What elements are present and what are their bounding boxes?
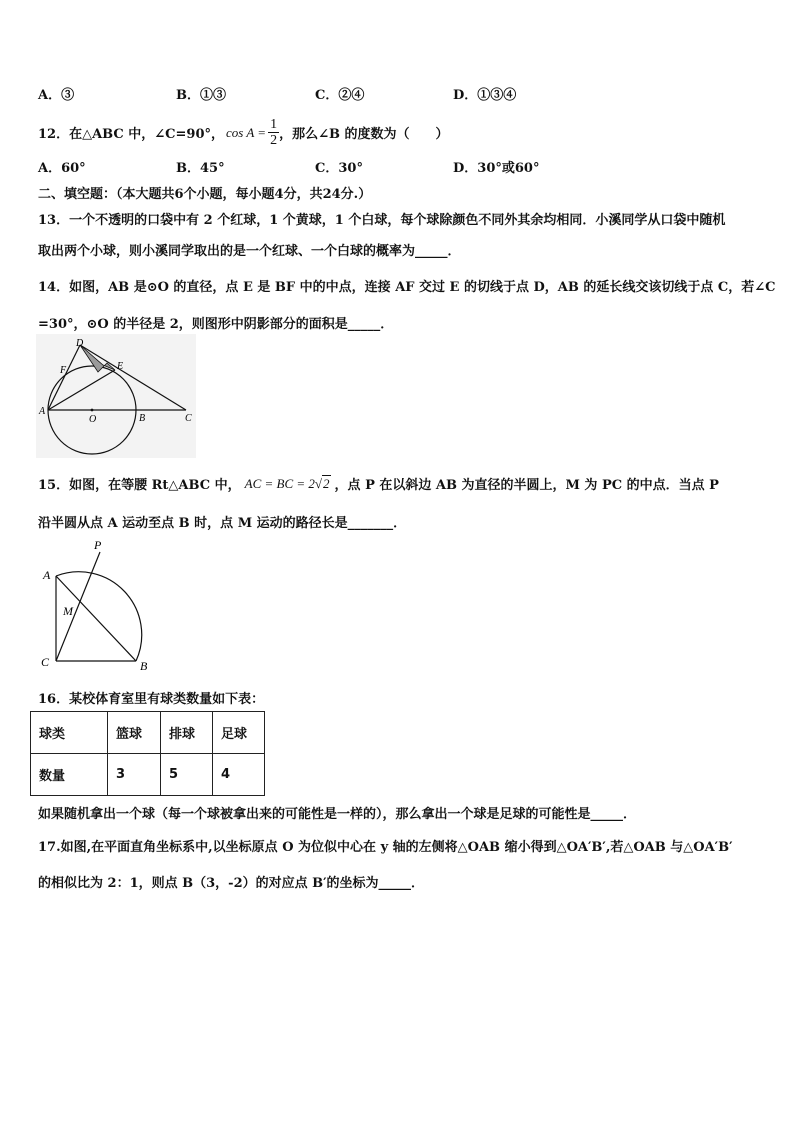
q14-label-e: E [117, 361, 124, 372]
q11-option-d: D．①③④ [453, 88, 517, 103]
q14-label-o: O [89, 414, 97, 425]
q15-label-m: M [63, 604, 73, 618]
table-cell: 篮球 [108, 712, 161, 754]
table-cell: 排球 [161, 712, 213, 754]
q14-center-dot [91, 409, 94, 412]
table-row [31, 754, 265, 796]
section-heading: 二、填空题：（本大题共6个小题，每小题4分，共24分.） [38, 187, 372, 202]
table-cell: 5 [161, 754, 213, 796]
q14-line1: 14．如图，AB 是⊙O 的直径，点 E 是 BF 中的中点，连接 AF 交过 E 的切线于点 D，AB 的延长线交该切线于点 C，若∠C [38, 280, 776, 295]
q12-option-c: C．30° [315, 161, 363, 176]
q17-line1: 17.如图,在平面直角坐标系中,以坐标原点 O 为位似中心在 y 轴的左侧将△OAB 缩小得到△OA′B′,若△OAB 与△OA′B′ [38, 840, 733, 855]
q12-option-a: A．60° [38, 161, 86, 176]
q14-label-d: D [76, 338, 84, 349]
q15-radical: √2 [314, 475, 330, 491]
q14-label-f: F [60, 365, 67, 376]
q11-option-a: A．③ [38, 88, 75, 103]
q12-option-d: D．30°或60° [453, 161, 540, 176]
q11-option-b: B．①③ [176, 88, 227, 103]
q12-stem: 12．在△ABC 中，∠C=90°， cos A = $\frac{1}{2}$ ，那么∠B 的度数为（ ） [38, 117, 449, 148]
q14-figure [36, 334, 196, 458]
q12-option-b: B．45° [176, 161, 225, 176]
q15-line1: 15．如图，在等腰 Rt△ABC 中， AC = BC = 2√2 ，点 P 在以斜边 AB 为直径的半圆上，M 为 PC 的中点．当点 P [38, 475, 719, 493]
q13-line1: 13．一个不透明的口袋中有 2 个红球，1 个黄球，1 个白球，每个球除颜色不同外其余均相同．小溪同学从口袋中随机 [38, 213, 726, 228]
table-cell: 足球 [213, 712, 265, 754]
q17-line2: 的相似比为 2：1，则点 B（3，-2）的对应点 B′的坐标为_____． [38, 876, 425, 891]
q14-line2: =30°，⊙O 的半径是 2，则图形中阴影部分的面积是_____． [38, 317, 394, 332]
q15-hypotenuse-ab [56, 576, 136, 661]
table-cell: 数量 [31, 754, 108, 796]
q14-label-a: A [39, 406, 46, 417]
q15-label-c: C [41, 655, 50, 669]
q16-table [30, 711, 265, 796]
q15-label-b: B [140, 659, 148, 672]
q13-line2: 取出两个小球，则小溪同学取出的是一个红球、一个白球的概率为_____． [38, 244, 461, 259]
table-row [31, 712, 265, 754]
q16-intro: 16．某校体育室里有球类数量如下表： [38, 692, 265, 707]
q11-option-c: C．②④ [315, 88, 365, 103]
table-cell: 4 [213, 754, 265, 796]
q16-question: 如果随机拿出一个球（每一个球被拿出来的可能性是一样的），那么拿出一个球是足球的可能性是_____． [38, 807, 637, 822]
q15-formula: AC = BC = 2√2 [244, 475, 330, 491]
table-cell: 3 [108, 754, 161, 796]
q14-label-b: B [139, 413, 146, 424]
q15-label-p: P [94, 538, 102, 552]
q15-line2: 沿半圆从点 A 运动至点 B 时，点 M 运动的路径长是_______． [38, 516, 407, 531]
table-cell: 球类 [31, 712, 108, 754]
q12-fraction: $\frac{1}{2}$ [270, 117, 278, 148]
q15-label-a: A [43, 568, 51, 582]
q15-figure [36, 536, 168, 672]
q14-label-c: C [185, 413, 192, 424]
